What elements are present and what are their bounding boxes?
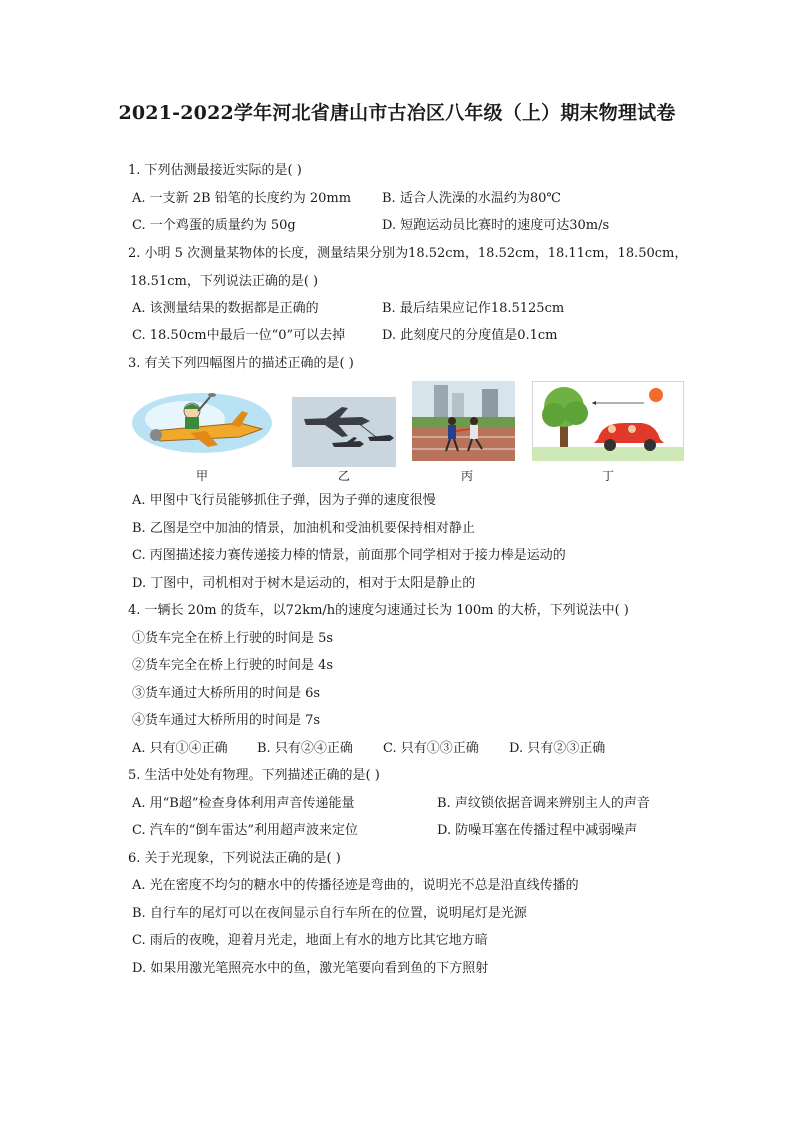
q2-option-d: D. 此刻度尺的分度值是0.1cm [382, 328, 558, 343]
q1-stem: 1. 下列估测最接近实际的是( ) [128, 163, 302, 178]
q6-option-c: C. 雨后的夜晚，迎着月光走，地面上有水的地方比其它地方暗 [132, 933, 488, 948]
q2-stem-line2: 18.51cm，下列说法正确的是( ) [130, 274, 319, 289]
q1-option-c: C. 一个鸡蛋的质量约为 50g [132, 218, 296, 233]
q6-option-d: D. 如果用激光笔照亮水中的鱼，激光笔要向看到鱼的下方照射 [132, 961, 489, 976]
q5-stem: 5. 生活中处处有物理。下列描述正确的是( ) [128, 768, 380, 783]
q2-option-c: C. 18.50cm中最后一位“0”可以去掉 [132, 328, 346, 343]
q3-option-a: A. 甲图中飞行员能够抓住子弹，因为子弹的速度很慢 [132, 493, 436, 508]
q1-option-d: D. 短跑运动员比赛时的速度可达30m/s [382, 218, 610, 233]
q1-option-b: B. 适合人洗澡的水温约为80℃ [382, 191, 561, 206]
q4-statement-3: ③货车通过大桥所用的时间是 6s [132, 686, 321, 701]
q4-option-d: D. 只有②③正确 [509, 741, 606, 756]
q2-option-b: B. 最后结果应记作18.5125cm [382, 301, 565, 316]
figure-ding-car-tree-sun [532, 381, 684, 461]
q4-statement-1: ①货车完全在桥上行驶的时间是 5s [132, 631, 334, 646]
q1-option-a: A. 一支新 2B 铅笔的长度约为 20mm [132, 191, 352, 206]
q6-option-a: A. 光在密度不均匀的糖水中的传播径迹是弯曲的，说明光不总是沿直线传播的 [132, 878, 579, 893]
page-title: 2021-2022学年河北省唐山市古冶区八年级（上）期末物理试卷 [118, 102, 676, 124]
q3-option-c: C. 丙图描述接力赛传递接力棒的情景，前面那个同学相对于接力棒是运动的 [132, 548, 566, 563]
figure-yi-aerial-refueling [292, 397, 396, 467]
q3-stem: 3. 有关下列四幅图片的描述正确的是( ) [128, 356, 354, 371]
q5-option-d: D. 防噪耳塞在传播过程中减弱噪声 [437, 823, 638, 838]
figure-label-bing: 丙 [460, 469, 473, 483]
figure-jia-pilot-catching-bullet [130, 381, 275, 461]
q4-option-c: C. 只有①③正确 [383, 741, 479, 756]
q3-option-d: D. 丁图中，司机相对于树木是运动的，相对于太阳是静止的 [132, 576, 476, 591]
q2-option-a: A. 该测量结果的数据都是正确的 [132, 301, 319, 316]
figure-label-yi: 乙 [337, 469, 350, 483]
q4-option-a: A. 只有①④正确 [132, 741, 228, 756]
q4-stem: 4. 一辆长 20m 的货车，以72km/h的速度匀速通过长为 100m 的大桥，下列说法中( ) [128, 603, 629, 618]
q2-stem-line1: 2. 小明 5 次测量某物体的长度，测量结果分别为18.52cm，18.52cm，18.11cm，18.50cm， [128, 246, 688, 261]
q3-option-b: B. 乙图是空中加油的情景，加油机和受油机要保持相对静止 [132, 521, 475, 536]
q5-option-b: B. 声纹锁依据音调来辨别主人的声音 [437, 796, 650, 811]
q3-figures [130, 381, 685, 483]
figure-label-jia: 甲 [195, 469, 208, 483]
q4-option-b: B. 只有②④正确 [257, 741, 353, 756]
q4-statement-2: ②货车完全在桥上行驶的时间是 4s [132, 658, 334, 673]
q5-option-a: A. 用“B超”检查身体利用声音传递能量 [132, 796, 355, 811]
figure-label-ding: 丁 [601, 469, 614, 483]
q6-stem: 6. 关于光现象，下列说法正确的是( ) [128, 851, 341, 866]
figure-bing-relay-race [412, 381, 515, 461]
q4-statement-4: ④货车通过大桥所用的时间是 7s [132, 713, 321, 728]
q5-option-c: C. 汽车的“倒车雷达”利用超声波来定位 [132, 823, 359, 838]
q6-option-b: B. 自行车的尾灯可以在夜间显示自行车所在的位置，说明尾灯是光源 [132, 906, 527, 921]
